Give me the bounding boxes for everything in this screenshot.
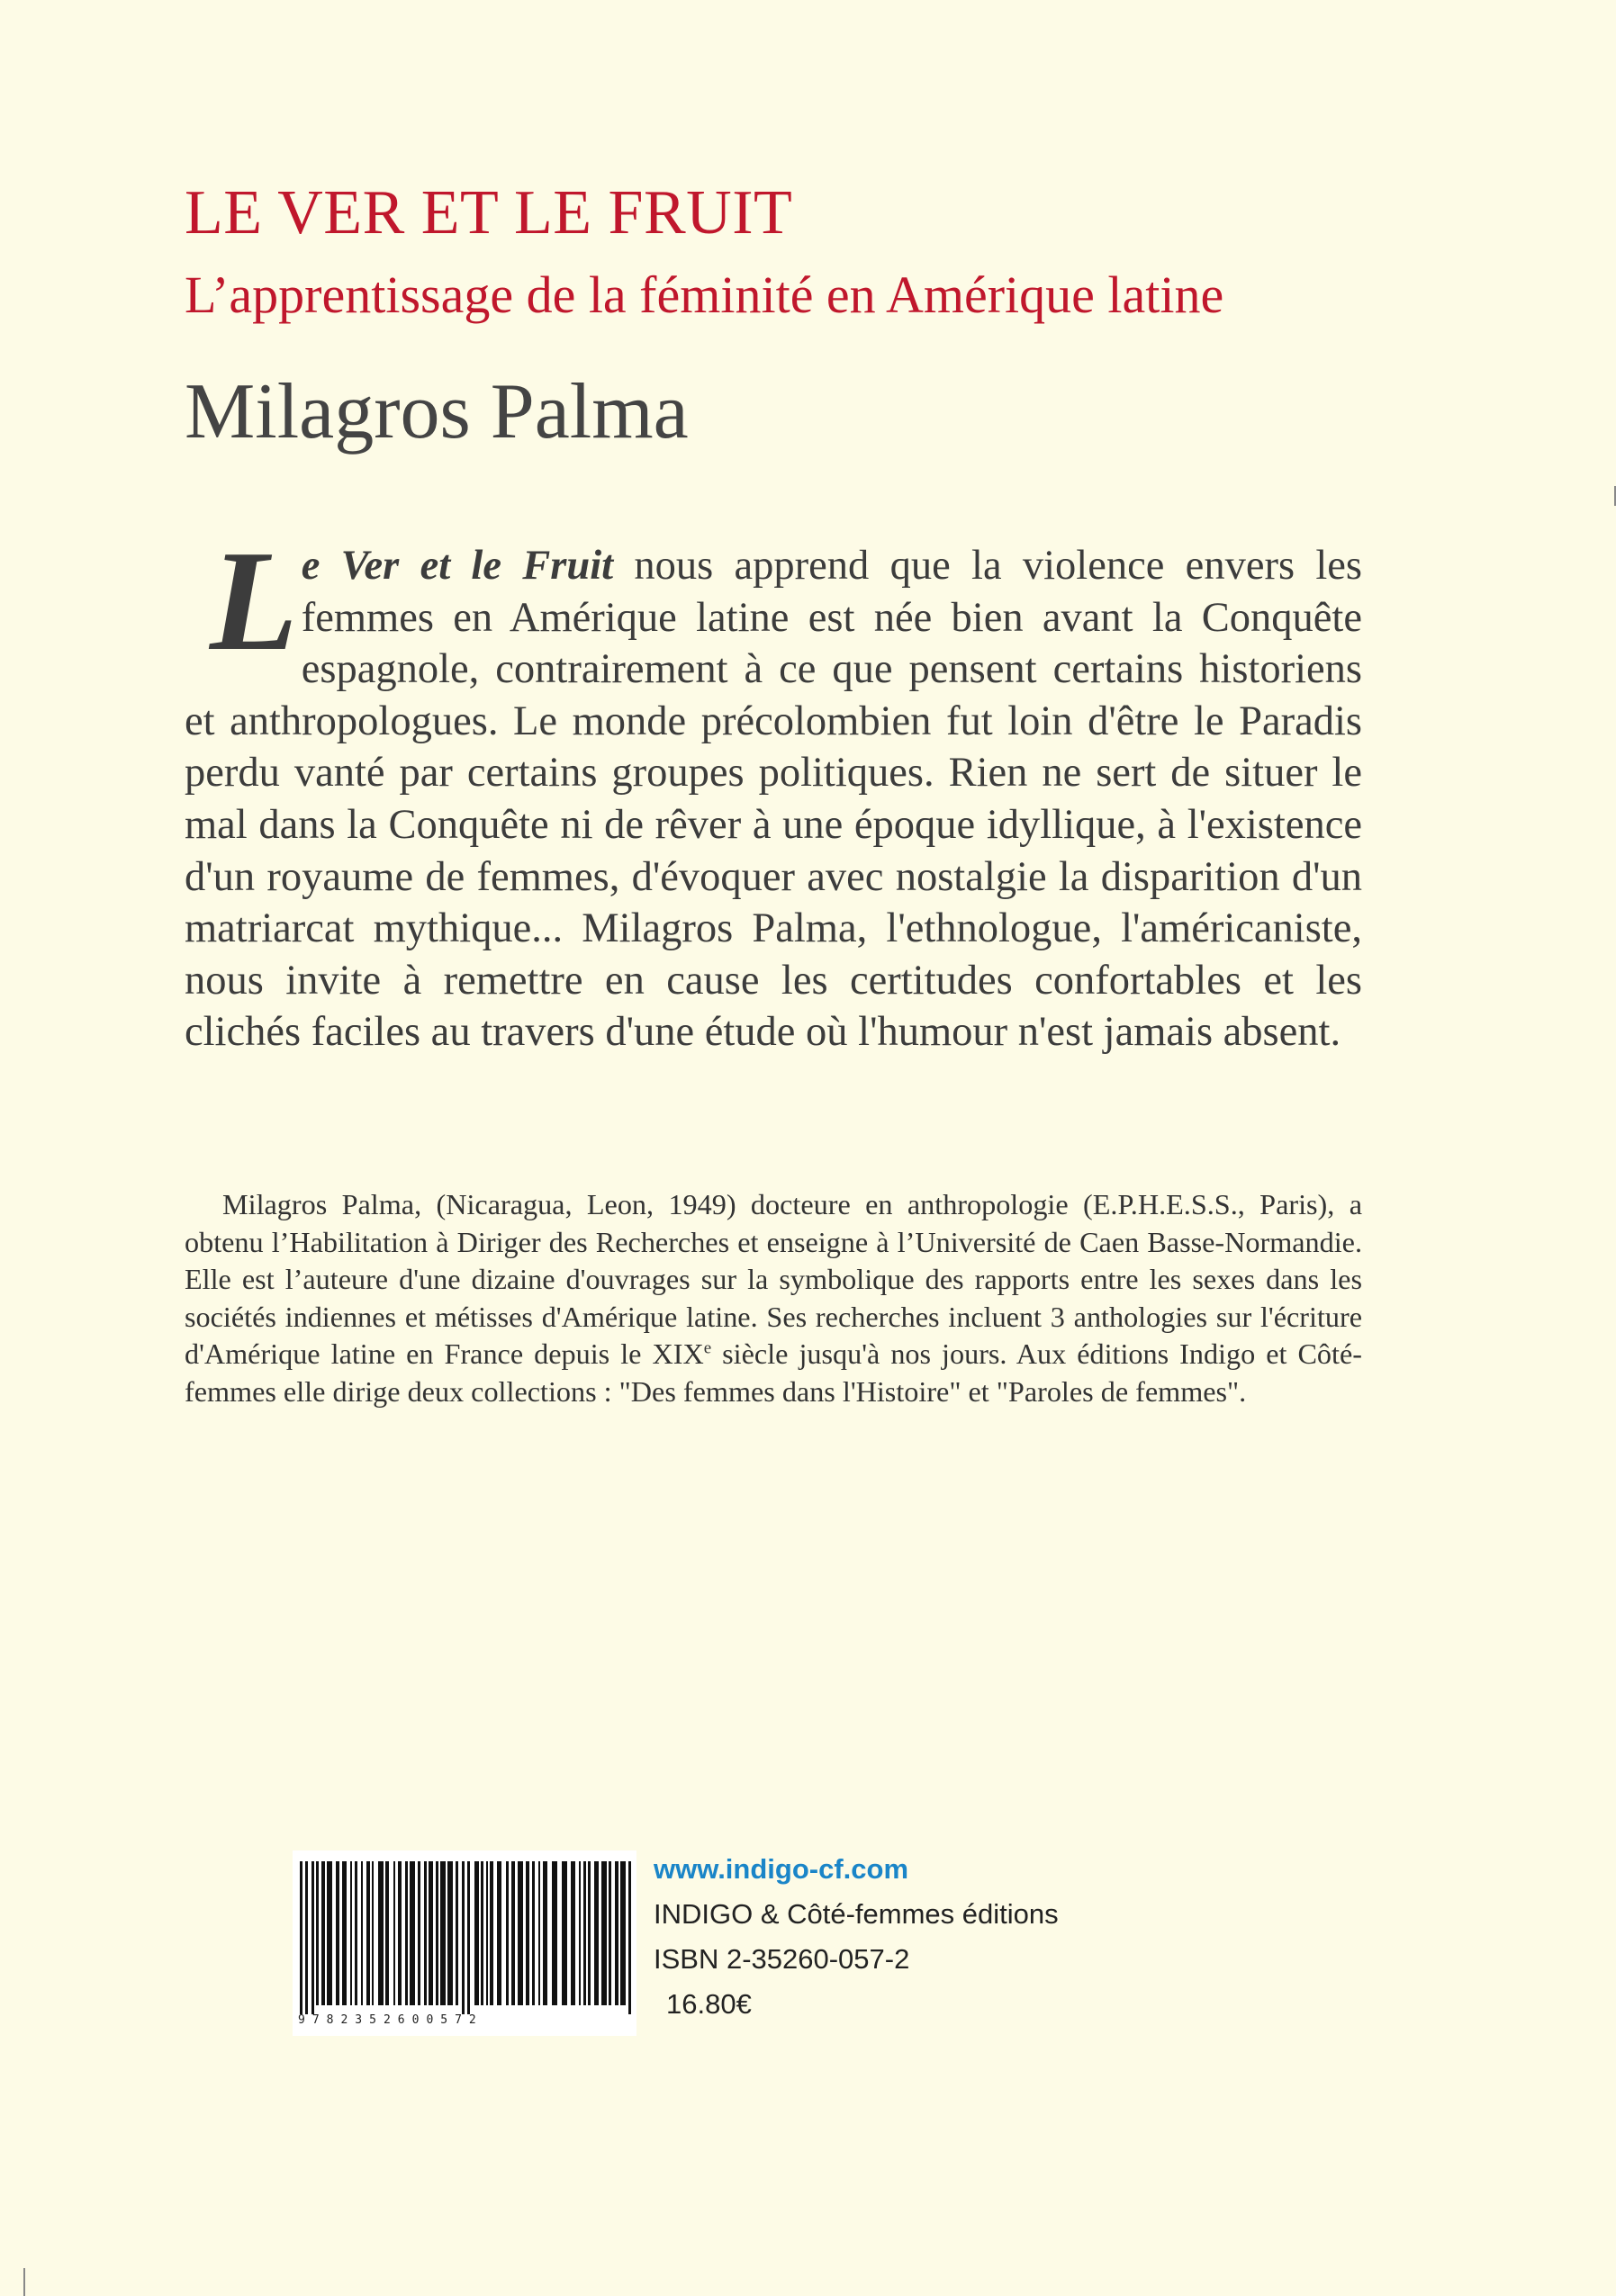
barcode-bar (543, 1861, 547, 2005)
barcode-bar (571, 1861, 575, 2005)
barcode-bar (538, 1861, 540, 2005)
barcode-bar (579, 1861, 581, 2005)
barcode-bar (467, 1861, 470, 2014)
barcode-bar (424, 1861, 427, 2005)
barcode-bar (588, 1861, 591, 2005)
barcode-bar (398, 1861, 402, 2005)
blurb-lead-title: e Ver et le Fruit (301, 543, 614, 589)
price: 16.80€ (666, 1988, 752, 2020)
bio-superscript: e (703, 1338, 712, 1358)
barcode-bar (393, 1861, 395, 2005)
book-subtitle: L’apprentissage de la féminité en Amérique latine (185, 266, 1224, 324)
barcode-bar (511, 1861, 515, 2005)
publisher-name: INDIGO & Côté-femmes éditions (654, 1898, 1059, 1930)
barcode-bar (316, 1861, 319, 2005)
barcode-bar (609, 1861, 611, 2005)
barcode-bar (474, 1861, 479, 2005)
publisher-info (654, 1847, 1059, 2027)
barcode-bar (321, 1861, 325, 2005)
barcode-bar (366, 1861, 370, 2005)
barcode-bar (405, 1861, 408, 2005)
barcode-bar (305, 1861, 308, 2014)
barcode-bar (410, 1861, 415, 2005)
barcode-bar (311, 1861, 314, 2014)
author-bio (185, 1186, 1362, 1410)
barcode-bar (418, 1861, 420, 2005)
barcode-bar (562, 1861, 567, 2005)
publisher-website-link[interactable]: www.indigo-cf.com (654, 1853, 909, 1885)
barcode-bar (342, 1861, 347, 2005)
barcode-bar (355, 1861, 357, 2005)
barcode-bar (385, 1861, 389, 2005)
blurb-paragraph (185, 520, 1362, 1058)
blurb-text: nous apprend que la violence envers les femmes en Amérique latine est née bien avant la Conquête espagnole, contrairement à ce que pensent certains historiens et anthropologues. Le monde précolombien fut loin d'être le Paradis perdu vanté par certains groupes politiques. Rien ne sert de situer le mal dans la Conquête ni de rêver à une époque idyllique, à l'existence d'un royaume de femmes, d'évoquer avec nostalgie la disparition d'un matriarcat mythique... Milagros Palma, l'ethnologue, l'américaniste, nous invite à remettre en cause les certitudes confortables et les clichés faciles au travers d'une étude où l'humour n'est jamais absent. (185, 543, 1362, 1056)
barcode-bar (350, 1861, 352, 2005)
crop-mark-bottom-left (23, 2268, 25, 2296)
barcode-bar (583, 1861, 586, 2005)
barcode-bar (552, 1861, 557, 2005)
barcode-bar (361, 1861, 363, 2005)
bio-text-part1: Milagros Palma, (Nicaragua, Leon, 1949) docteure en anthropologie (E.P.H.E.S.S., Paris), a obtenu l’Habilitation à Diriger des Recherches et enseigne à l’Université de Caen Basse-Normandie. Elle est l’auteure d'une dizaine d'ouvrages sur la symbolique des rapports entre les sexes dans les sociétés indiennes et métisses d'Amérique latine. Ses recherches incluent 3 anthologies sur l'écriture d'Amérique latine en France depuis le XIX (185, 1188, 1362, 1370)
barcode-bar (372, 1861, 374, 2005)
barcode-bar (594, 1861, 599, 2005)
barcode-bar (429, 1861, 433, 2005)
barcode-bar (628, 1861, 631, 2014)
barcode-bar (440, 1861, 446, 2005)
barcode-bar (615, 1861, 618, 2005)
barcode-bar (436, 1861, 438, 2005)
book-title: LE VER ET LE FRUIT (185, 178, 793, 248)
barcode (293, 1850, 636, 2036)
barcode-bar (497, 1861, 501, 2005)
barcode-bar (601, 1861, 607, 2005)
barcode-bar (456, 1861, 458, 2005)
barcode-bar (518, 1861, 523, 2005)
barcode-bar (462, 1861, 465, 2014)
barcode-bar (490, 1861, 493, 2005)
barcode-bar (481, 1861, 483, 2005)
barcode-bar (327, 1861, 332, 2005)
barcode-bar (336, 1861, 339, 2005)
barcode-bar (620, 1861, 626, 2005)
barcode-bar (506, 1861, 509, 2005)
bio-text-part2: siècle jusqu'à nos jours. Aux éditions Indigo et Côté-femmes elle dirige deux collections : "Des femmes dans l'Histoire" et "Paroles de femmes". (185, 1337, 1362, 1408)
barcode-digits: 9782352600572 (298, 2013, 483, 2027)
barcode-bar (532, 1861, 535, 2005)
barcode-bars (293, 1850, 636, 2036)
book-author: Milagros Palma (185, 368, 689, 455)
barcode-bar (378, 1861, 384, 2005)
barcode-bar (526, 1861, 529, 2005)
drop-cap: L (210, 520, 298, 680)
isbn: ISBN 2-35260-057-2 (654, 1943, 910, 1975)
barcode-bar (300, 1861, 302, 2014)
barcode-bar (486, 1861, 488, 2005)
barcode-bar (447, 1861, 453, 2005)
